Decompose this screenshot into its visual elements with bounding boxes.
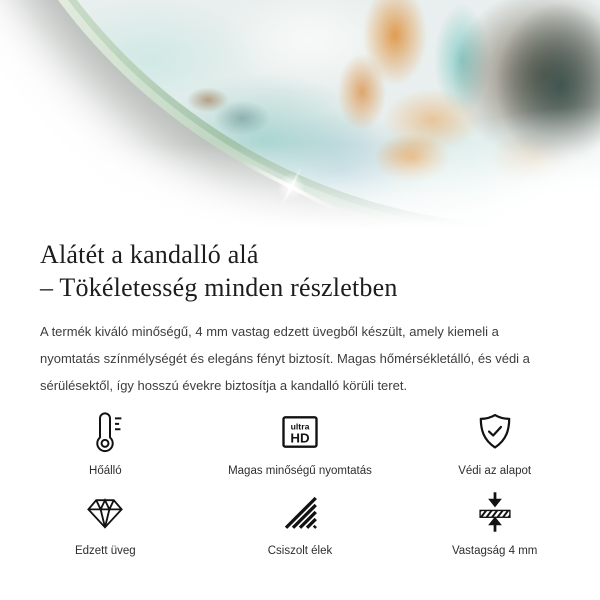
- polished-edge-icon: [279, 487, 321, 537]
- feature-label: Vastagság 4 mm: [451, 545, 538, 557]
- feature-protects-base: [397, 407, 592, 477]
- product-photo: [0, 0, 600, 236]
- thermometer-icon: [85, 407, 125, 457]
- thickness-icon: [473, 487, 517, 537]
- diamond-icon: [84, 487, 126, 537]
- ultra-hd-icon: [278, 407, 322, 457]
- svg-text:HD: HD: [290, 430, 310, 446]
- svg-text:ultra: ultra: [290, 421, 310, 432]
- feature-label: Magas minőségű nyomtatás: [228, 465, 372, 477]
- feature-heat-resistant: [8, 407, 203, 477]
- photo-corner-fade: [300, 96, 600, 236]
- product-description: A termék kiváló minőségű, 4 mm vastag edzett üvegből készült, amely kiemeli a nyomtatás színmélységét és elegáns fényt biztosít. Magas hőmérsékletálló, és védi a sérülésektől, így hosszú évekre biztosítja a kandalló körüli teret.: [40, 324, 530, 393]
- title-line-2: – Tökéletesség minden részletben: [40, 273, 398, 302]
- feature-label: Edzett üveg: [74, 545, 136, 557]
- title-line-1: Alátét a kandalló alá: [40, 240, 259, 269]
- feature-thickness: [397, 487, 592, 557]
- page-title: [40, 238, 560, 304]
- feature-tempered-glass: [8, 487, 203, 557]
- feature-label: Védi az alapot: [458, 465, 532, 477]
- shield-check-icon: [473, 407, 517, 457]
- feature-label: Csiszolt élek: [267, 545, 333, 557]
- feature-label: Hőálló: [89, 465, 122, 477]
- feature-high-quality-print: [203, 407, 398, 477]
- feature-polished-edges: [203, 487, 398, 557]
- feature-grid: [0, 399, 600, 557]
